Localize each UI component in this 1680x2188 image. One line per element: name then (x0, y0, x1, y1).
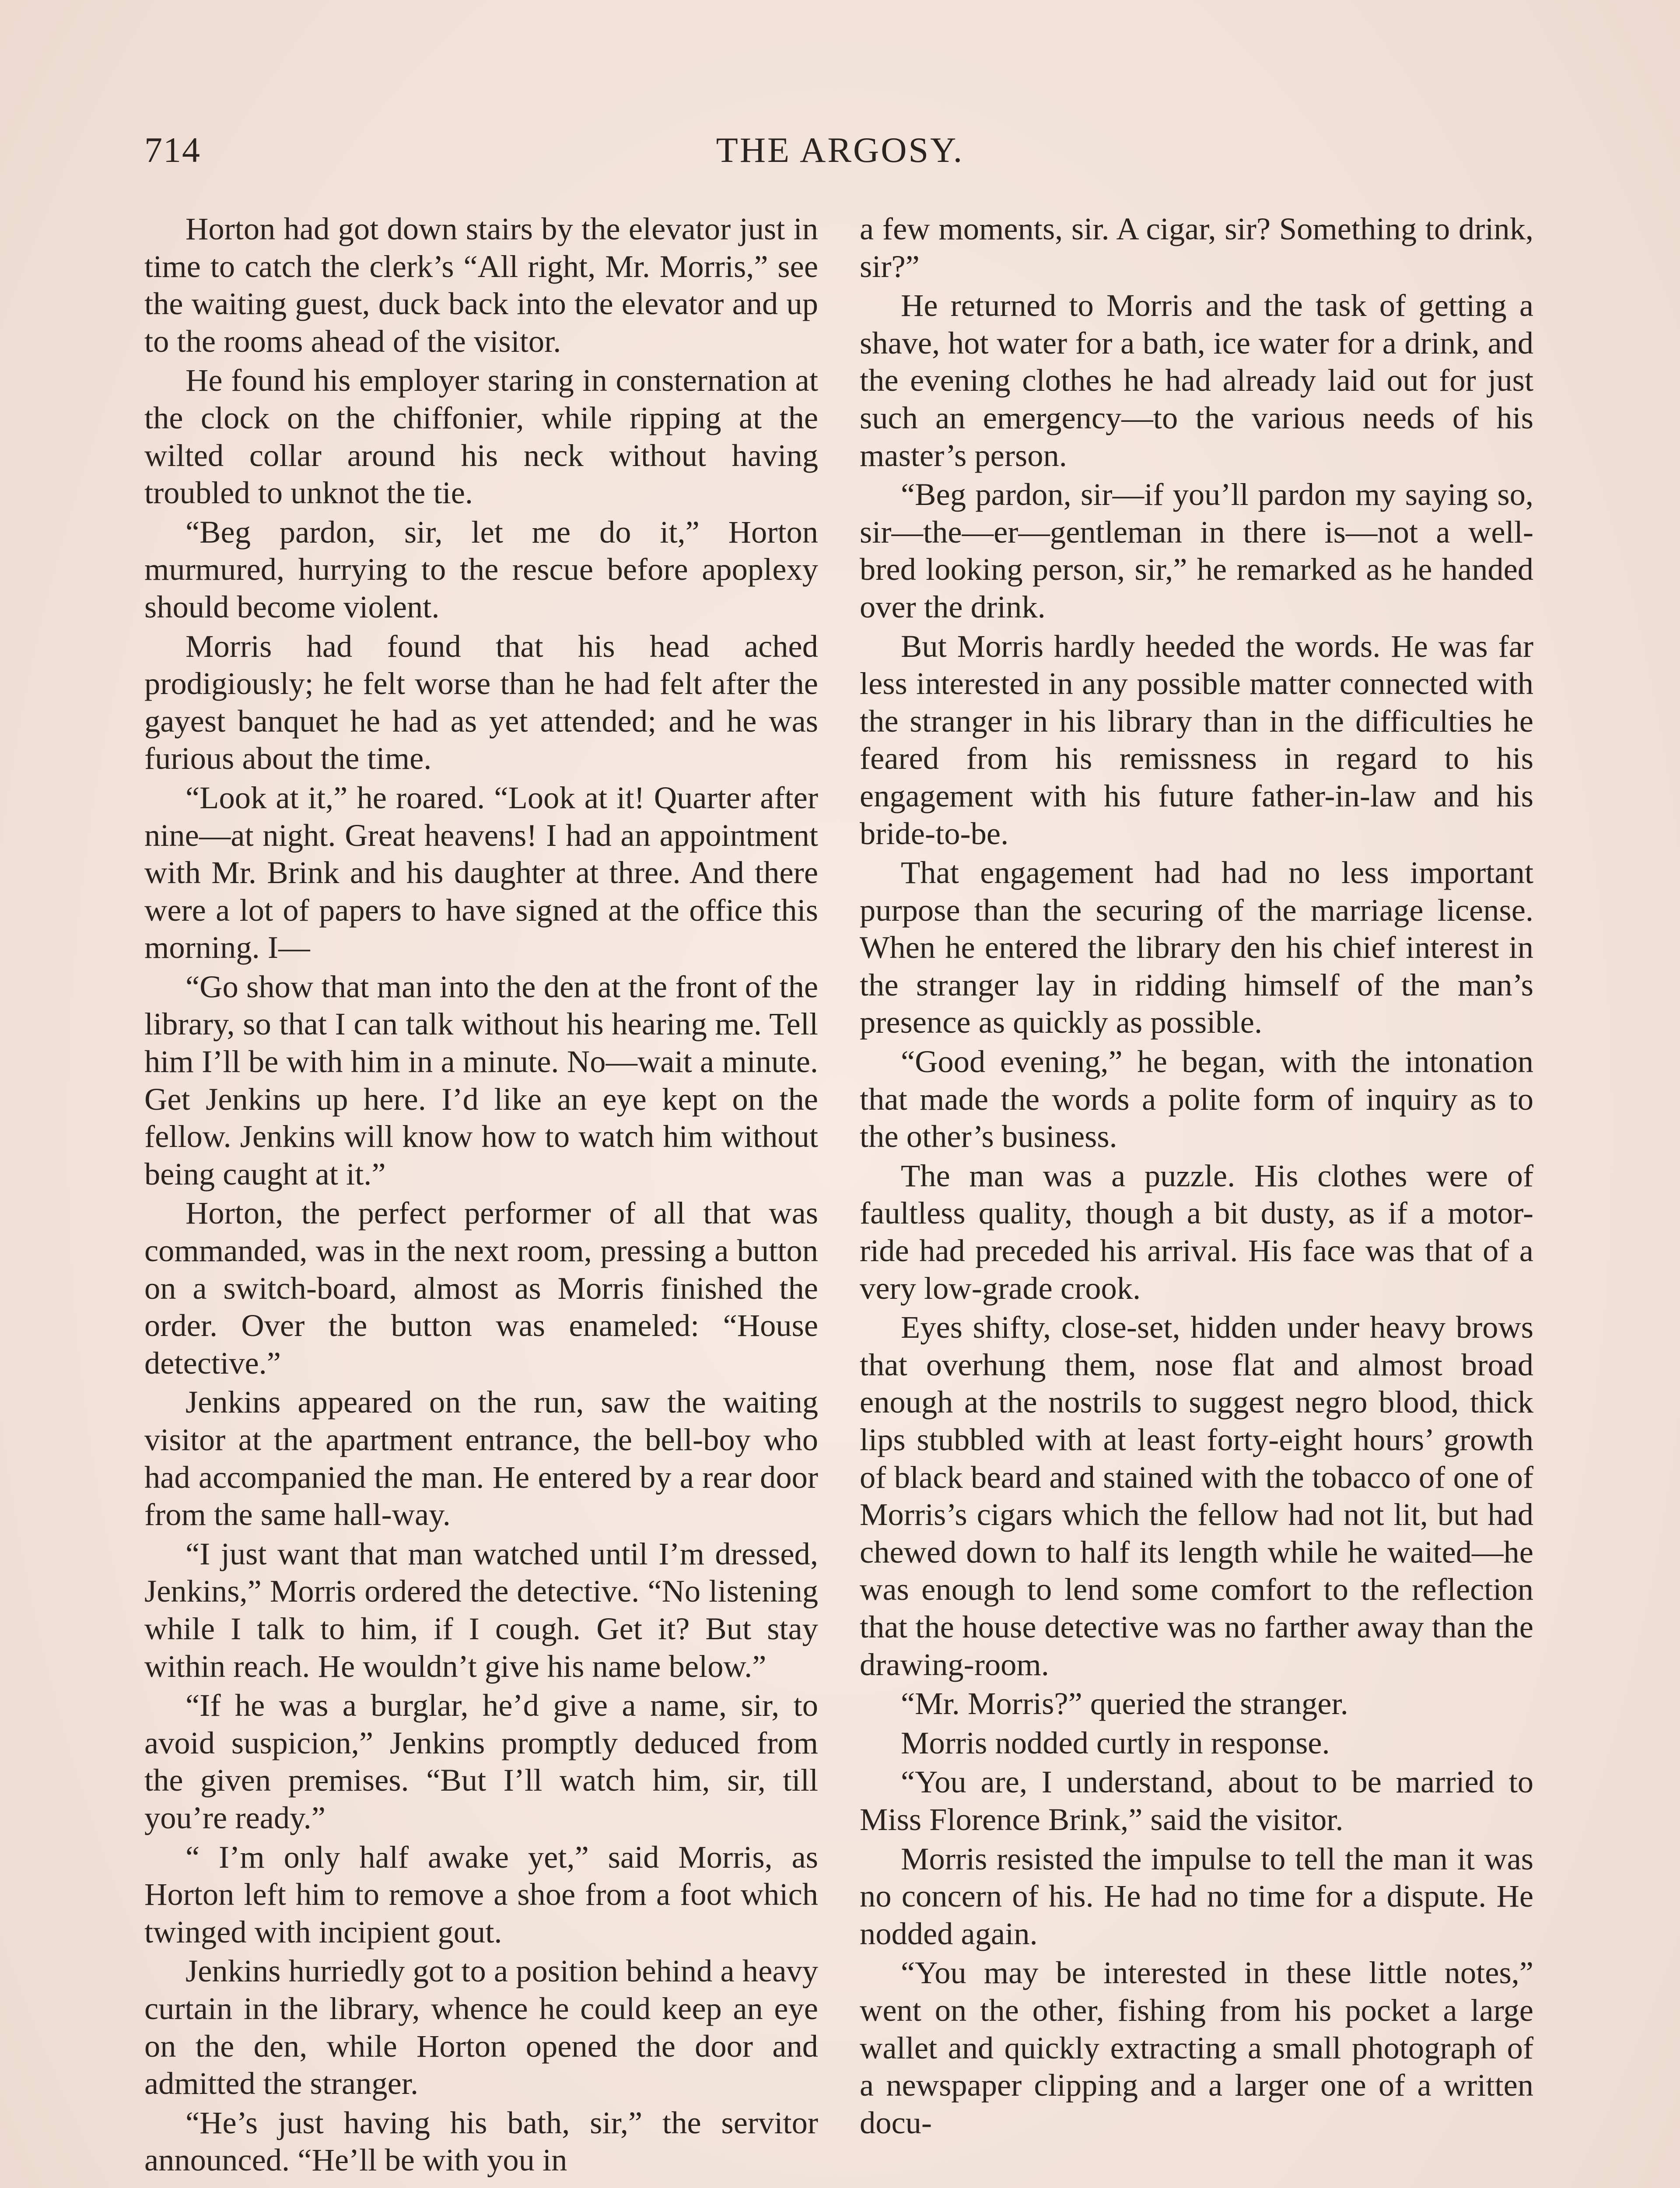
paragraph: “He’s just having his bath, sir,” the servitor announced. “He’ll be with you in (144, 2104, 818, 2178)
paragraph: Horton, the perfect performer of all that was commanded, was in the next room, pressing a button on a switch-board, almost as Morris finished the order. Over the button was enameled: “House detective.” (144, 1195, 818, 1381)
paragraph: He found his employer staring in consternation at the clock on the chiffonier, while ripping at the wilted collar around his neck without having troubled to unknot the tie. (144, 362, 818, 511)
paragraph: The man was a puzzle. His clothes were of faultless quality, though a bit dusty, as if a motor-ride had preceded his arrival. His face was that of a very low-grade crook. (860, 1157, 1533, 1306)
paragraph: “You may be interested in these little notes,” went on the other, fishing from his pocket a large wallet and quickly extracting a small photograph of a newspaper clipping and a larger one of a written docu- (860, 1955, 1533, 2140)
left-column (144, 210, 818, 2188)
right-column (860, 210, 1533, 2188)
paragraph: Horton had got down stairs by the elevator just in time to catch the clerk’s “All right, Mr. Morris,” see the waiting guest, duck back into the elevator and up to the rooms ahead of the visitor. (144, 211, 818, 359)
paragraph: Jenkins appeared on the run, saw the waiting visitor at the apartment entrance, the bell-boy who had accompanied the man. He entered by a rear door from the same hall-way. (144, 1384, 818, 1532)
paragraph: “Beg pardon, sir—if you’ll pardon my saying so, sir—the—er—gentleman in there is—not a well-bred looking person, sir,” he remarked as he handed over the drink. (860, 477, 1533, 624)
paragraph: He returned to Morris and the task of getting a shave, hot water for a bath, ice water for a drink, and the evening clothes he had already laid out for just such an emergency—to the various needs of his master’s person. (860, 288, 1533, 473)
paragraph: “You are, I understand, about to be married to Miss Florence Brink,” said the visitor. (860, 1764, 1533, 1837)
paragraph: “ I’m only half awake yet,” said Morris, as Horton left him to remove a shoe from a foot which twinged with incipient gout. (144, 1839, 818, 1950)
paragraph: “Good evening,” he began, with the intonation that made the words a polite form of inquiry as to the other’s business. (860, 1044, 1533, 1154)
paragraph: That engagement had had no less important purpose than the securing of the marriage license. When he entered the library den his chief interest in the stranger lay in ridding himself of the man’s presence as quickly as possible. (860, 855, 1533, 1040)
text-columns (144, 210, 1536, 2188)
paragraph: Morris had found that his head ached prodigiously; he felt worse than he had felt after the gayest banquet he had as yet attended; and he was furious about the time. (144, 628, 818, 776)
page-number: 714 (144, 130, 201, 170)
paragraph: Jenkins hurriedly got to a position behind a heavy curtain in the library, whence he could keep an eye on the den, while Horton opened the door and admitted the stranger. (144, 1953, 818, 2101)
running-title: THE ARGOSY. (716, 130, 964, 170)
paragraph: Morris nodded curtly in response. (901, 1725, 1330, 1760)
paragraph: “Go show that man into the den at the front of the library, so that I can talk without his hearing me. Tell him I’ll be with him in a minute. No—wait a minute. Get Jenkins up here. I’d like an eye kept on the fellow. Jenkins will know how to watch him without being caught at it.” (144, 968, 818, 1192)
paragraph: “Mr. Morris?” queried the stranger. (901, 1686, 1348, 1722)
paragraph: “If he was a burglar, he’d give a name, sir, to avoid suspicion,” Jenkins promptly deduced from the given premises. “But I’ll watch him, sir, till you’re ready.” (144, 1687, 818, 1835)
paragraph: “Beg pardon, sir, let me do it,” Horton murmured, hurrying to the rescue before apoplexy should become violent. (144, 514, 818, 624)
paragraph: “I just want that man watched until I’m dressed, Jenkins,” Morris ordered the detective. “No listening while I talk to him, if I cough. Get it? But stay within reach. He wouldn’t give his name below.” (144, 1536, 818, 1684)
paragraph: a few moments, sir. A cigar, sir? Something to drink, sir?” (860, 211, 1533, 284)
paragraph: Eyes shifty, close-set, hidden under heavy brows that overhung them, nose flat and almost broad enough at the nostrils to suggest negro blood, thick lips stubbled with at least forty-eight hours’ growth of black beard and stained with the tobacco of one of Morris’s cigars which the fellow had not lit, but had chewed down to half its length while he waited—he was enough to lend some comfort to the reflection that the house detective was no farther away than the drawing-room. (860, 1309, 1533, 1682)
paragraph: “Look at it,” he roared. “Look at it! Quarter after nine—at night. Great heavens! I had an appointment with Mr. Brink and his daughter at three. And there were a lot of papers to have signed at the office this morning. I— (144, 779, 818, 965)
paragraph: But Morris hardly heeded the words. He was far less interested in any possible matter connected with the stranger in his library than in the difficulties he feared from his remissness in regard to his engagement with his future father-in-law and his bride-to-be. (860, 628, 1533, 851)
page-header (144, 130, 1536, 178)
paragraph: Morris resisted the impulse to tell the man it was no concern of his. He had no time for a dispute. He nodded again. (860, 1841, 1533, 1951)
